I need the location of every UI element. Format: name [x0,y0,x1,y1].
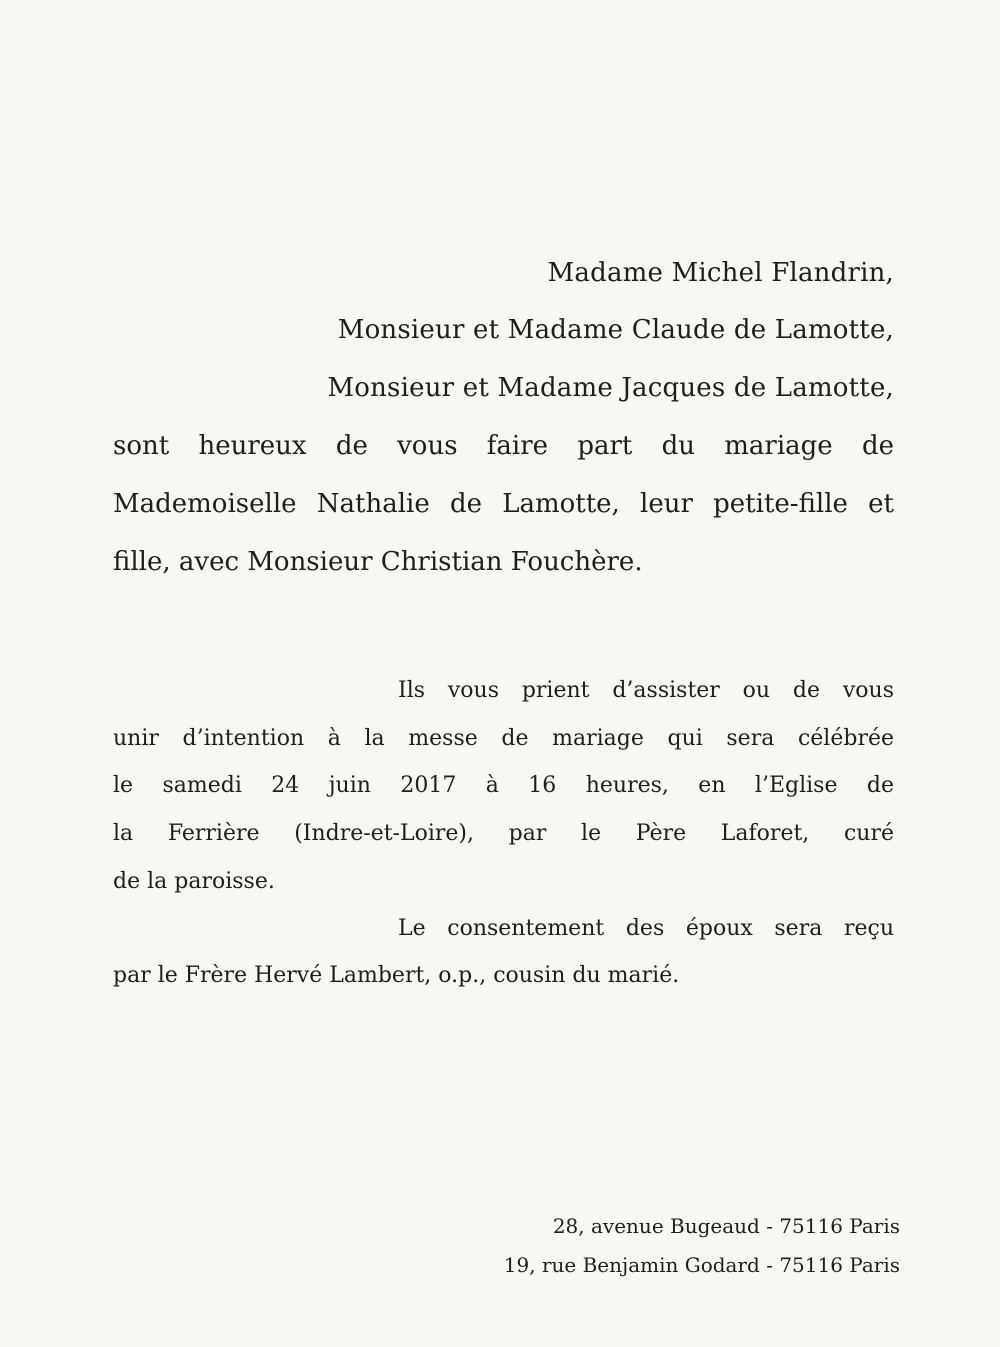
consent-line-2: par le Frère Hervé Lambert, o.p., cousin du marié. [113,963,680,988]
announcement-line-3: fille, avec Monsieur Christian Fouchère. [113,547,643,577]
family-line-3: Monsieur et Madame Jacques de Lamotte, [327,373,894,403]
ceremony-line-3: le samedi 24 juin 2017 à 16 heures, en l’Eglise de [113,773,894,798]
consent-line-1: Le consentement des époux sera reçu [398,916,894,941]
address-line-1: 28, avenue Bugeaud - 75116 Paris [552,1214,900,1238]
announcement-line-1: sont heureux de vous faire part du mariage de [113,431,894,461]
address-line-2: 19, rue Benjamin Godard - 75116 Paris [503,1253,900,1277]
ceremony-line-2: unir d’intention à la messe de mariage qui sera célébrée [113,726,894,751]
ceremony-line-1: Ils vous prient d’assister ou de vous [398,678,894,703]
family-line-1: Madame Michel Flandrin, [547,258,894,288]
family-line-2: Monsieur et Madame Claude de Lamotte, [337,315,894,345]
ceremony-line-4: la Ferrière (Indre-et-Loire), par le Père Laforet, curé [113,821,894,846]
ceremony-line-5: de la paroisse. [113,869,275,894]
announcement-line-2: Mademoiselle Nathalie de Lamotte, leur petite-fille et [113,489,894,519]
